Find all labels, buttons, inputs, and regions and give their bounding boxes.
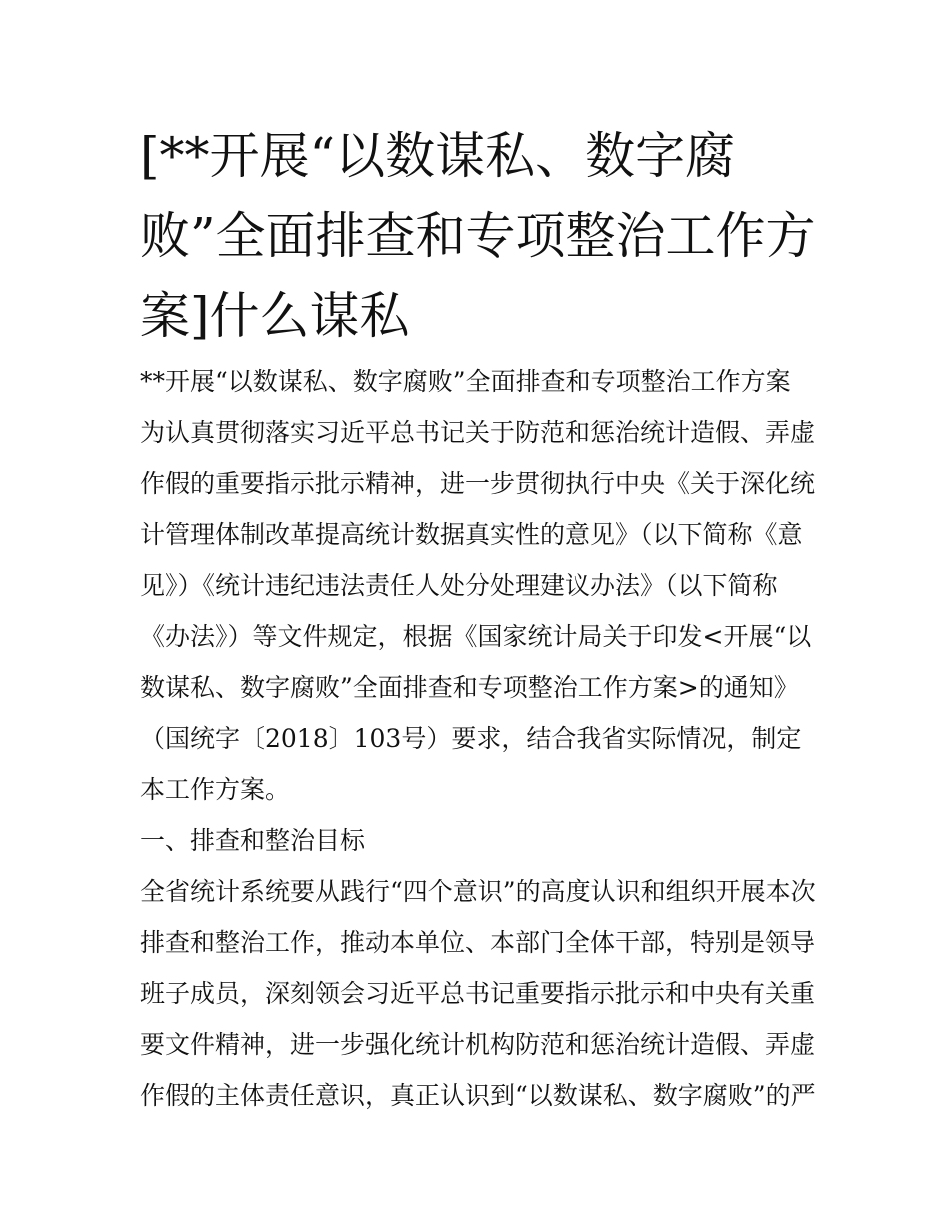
document-subtitle: **开展“以数谋私、数字腐败”全面排查和专项整治工作方案 [140,367,791,396]
paragraph-intro: 为认真贯彻落实习近平总书记关于防范和惩治统计造假、弄虚作假的重要指示批示精神，进一步贯彻执行中央《关于深化统计管理体制改革提高统计数据真实性的意见》（以下简称《意见》）《统计违纪违法责任人处分处理建议办法》（以下简称《办法》）等文件规定，根据《国家统计局关于印发<开展“以数谋私、数字腐败”全面排查和专项整治工作方案>的通知》（国统字〔2018〕103号）要求，结合我省实际情况，制定本工作方案。 [140,418,816,804]
paragraph-goals: 全省统计系统要从践行“四个意识”的高度认识和组织开展本次排查和整治工作，推动本单位、本部门全体干部，特别是领导班子成员，深刻领会习近平总书记重要指示批示和中央有关重要文件精神，进一步强化统计机构防范和惩治统计造假、弄虚作假的主体责任意识，真正认识到“以数谋私、数字腐败”的严 [140,877,816,1110]
section-heading-goals: 一、排查和整治目标 [140,826,366,855]
document-title: [**开展“以数谋私、数字腐败”全面排查和专项整治工作方案]什么谋私 [140,127,816,345]
document-body [140,356,820,1121]
